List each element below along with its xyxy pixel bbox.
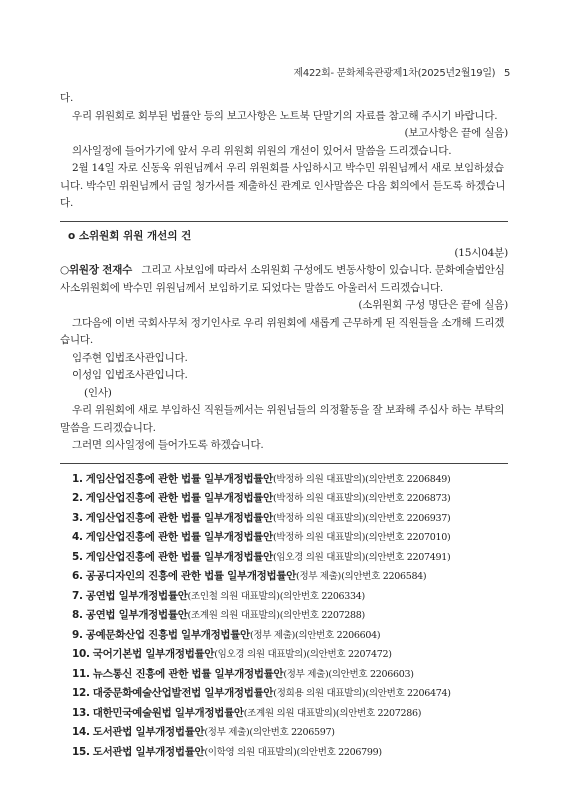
paragraph: 그러면 의사일정에 들어가도록 하겠습니다. <box>72 439 264 451</box>
agenda-meta: (정부 제출)(의안번호 2206603) <box>283 668 414 680</box>
speaker-speech: 그리고 사보임에 따라서 소위원회 구성에도 변동사항이 있습니다. 문화예술법안심사소위원회에 박수민 위원님께서 보임하기로 되었다는 말씀도 아울러서 드리겠습니다. <box>60 264 505 294</box>
agenda-num: 1. <box>72 472 83 485</box>
agenda-num: 15. <box>72 745 90 758</box>
agenda-title: 게임산업진흥에 관한 법률 일부개정법률안 <box>85 492 273 504</box>
agenda-num: 7. <box>72 589 83 602</box>
agenda-item <box>60 470 508 490</box>
paragraph: 임주현 입법조사관입니다. <box>72 351 188 364</box>
paragraph: (인사) <box>84 386 112 399</box>
agenda-item <box>60 743 508 763</box>
paragraph: (소위원회 구성 명단은 끝에 실음) <box>358 299 508 311</box>
agenda-num: 14. <box>72 726 90 738</box>
agenda-meta: (임오경 의원 대표발의)(의안번호 2207491) <box>273 551 451 563</box>
paragraph: 우리 위원회로 회부된 법률안 등의 보고사항은 노트북 단말기의 자료를 참고해 주시기 바랍니다. <box>72 109 498 122</box>
paragraph: (보고사항은 끝에 실음) <box>404 127 508 139</box>
agenda-num: 6. <box>72 570 83 582</box>
agenda-meta: (조인철 의원 대표발의)(의안번호 2206334) <box>187 590 365 602</box>
header-text: 제422회- 문화체육관광제1차(2025년2월19일) <box>293 68 496 79</box>
agenda-title: 국어기본법 일부개정법률안 <box>92 648 215 660</box>
paragraph: 다. <box>60 92 74 104</box>
intro-paragraphs <box>60 90 508 213</box>
speaker-paragraph <box>60 262 508 297</box>
agenda-item <box>60 645 508 665</box>
agenda-meta: (정희용 의원 대표발의)(의안번호 2206474) <box>273 688 451 699</box>
paragraph: 2월 14일 자로 신동욱 위원님께서 우리 위원회를 사임하시고 박수민 위원님께서 새로 보임하셨습니다. 박수민 위원님께서 금일 청가서를 제출하신 관계로 인사말씀은 다음 회의에서 듣도록 하겠습니다. <box>60 162 506 209</box>
agenda-meta: (정부 제출)(의안번호 2206604) <box>249 629 381 641</box>
agenda-meta: (조계원 의원 대표발의)(의안번호 2207288) <box>187 610 365 621</box>
agenda-num: 12. <box>72 687 90 699</box>
agenda-meta: (박정하 의원 대표발의)(의안번호 2206937) <box>273 512 451 524</box>
agenda-item <box>60 567 508 587</box>
paragraph: 그다음에 이번 국회사무처 정기인사로 우리 위원회에 새롭게 근무하게 된 직원들을 소개해 드리겠습니다. <box>60 316 505 346</box>
divider <box>60 463 508 464</box>
agenda-meta: (박정하 의원 대표발의)(의안번호 2207010) <box>273 532 451 543</box>
agenda-item <box>60 665 508 685</box>
agenda-meta: (임오경 의원 대표발의)(의안번호 2207472) <box>214 649 392 660</box>
agenda-title: 공연법 일부개정법률안 <box>85 589 188 602</box>
page-header <box>294 64 510 79</box>
agenda-num: 3. <box>72 511 83 524</box>
agenda-title: 게임산업진흥에 관한 법률 일부개정법률안 <box>85 531 273 543</box>
agenda-title: 공예문화산업 진흥법 일부개정법률안 <box>85 628 250 641</box>
agenda-meta: (이학영 의원 대표발의)(의안번호 2206799) <box>204 746 382 758</box>
document-body <box>60 90 508 762</box>
agenda-title: 도서관법 일부개정법률안 <box>92 726 205 738</box>
agenda-item <box>60 548 508 568</box>
agenda-meta: (정부 제출)(의안번호 2206597) <box>204 727 335 738</box>
agenda-item <box>60 723 508 743</box>
agenda-list <box>60 470 508 763</box>
agenda-item <box>60 626 508 646</box>
agenda-item <box>60 704 508 724</box>
agenda-num: 5. <box>72 550 83 563</box>
agenda-title: 게임산업진흥에 관한 법률 일부개정법률안 <box>85 511 273 524</box>
agenda-item <box>60 528 508 548</box>
agenda-item <box>60 606 508 626</box>
agenda-title: 뉴스통신 진흥에 관한 법률 일부개정법률안 <box>92 667 284 680</box>
agenda-meta: (박정하 의원 대표발의)(의안번호 2206873) <box>273 493 451 504</box>
agenda-num: 9. <box>72 628 83 641</box>
agenda-title: 대한민국예술원법 일부개정법률안 <box>92 706 244 719</box>
agenda-title: 게임산업진흥에 관한 법률 일부개정법률안 <box>85 550 273 563</box>
agenda-num: 13. <box>72 706 90 719</box>
agenda-item <box>60 587 508 607</box>
agenda-meta: (조계원 의원 대표발의)(의안번호 2207286) <box>243 707 422 719</box>
agenda-meta: (박정하 의원 대표발의)(의안번호 2206849) <box>273 473 451 485</box>
speech-paragraphs <box>60 297 508 455</box>
paragraph: 우리 위원회에 새로 부임하신 직원들께서는 위원님들의 의정활동을 잘 보좌해 주십사 하는 부탁의 말씀을 드리겠습니다. <box>60 404 505 434</box>
agenda-meta: (정부 제출)(의안번호 2206584) <box>296 571 427 582</box>
agenda-title: 공공디자인의 진흥에 관한 법률 일부개정법률안 <box>85 570 297 582</box>
speaker-name: ○위원장 전재수 <box>60 264 133 276</box>
agenda-title: 공연법 일부개정법률안 <box>85 609 188 621</box>
agenda-num: 10. <box>72 648 90 660</box>
agenda-num: 2. <box>72 492 83 504</box>
paragraph: 이성임 입법조사관입니다. <box>72 369 188 381</box>
agenda-title: 도서관법 일부개정법률안 <box>92 745 205 758</box>
agenda-title: 게임산업진흥에 관한 법률 일부개정법률안 <box>85 472 273 485</box>
agenda-item <box>60 684 508 704</box>
agenda-item <box>60 489 508 509</box>
page-number: 5 <box>503 68 510 79</box>
section-title: o 소위원회 위원 개선의 건 <box>68 229 192 242</box>
agenda-num: 11. <box>72 667 90 680</box>
agenda-num: 4. <box>72 531 83 543</box>
section-time: (15시04분) <box>454 246 508 259</box>
agenda-item <box>60 509 508 529</box>
agenda-num: 8. <box>72 609 83 621</box>
divider <box>60 221 508 222</box>
agenda-title: 대중문화예술산업발전법 일부개정법률안 <box>92 687 274 699</box>
paragraph: 의사일정에 들어가기에 앞서 우리 위원회 위원의 개선이 있어서 말씀을 드리겠습니다. <box>72 144 452 157</box>
